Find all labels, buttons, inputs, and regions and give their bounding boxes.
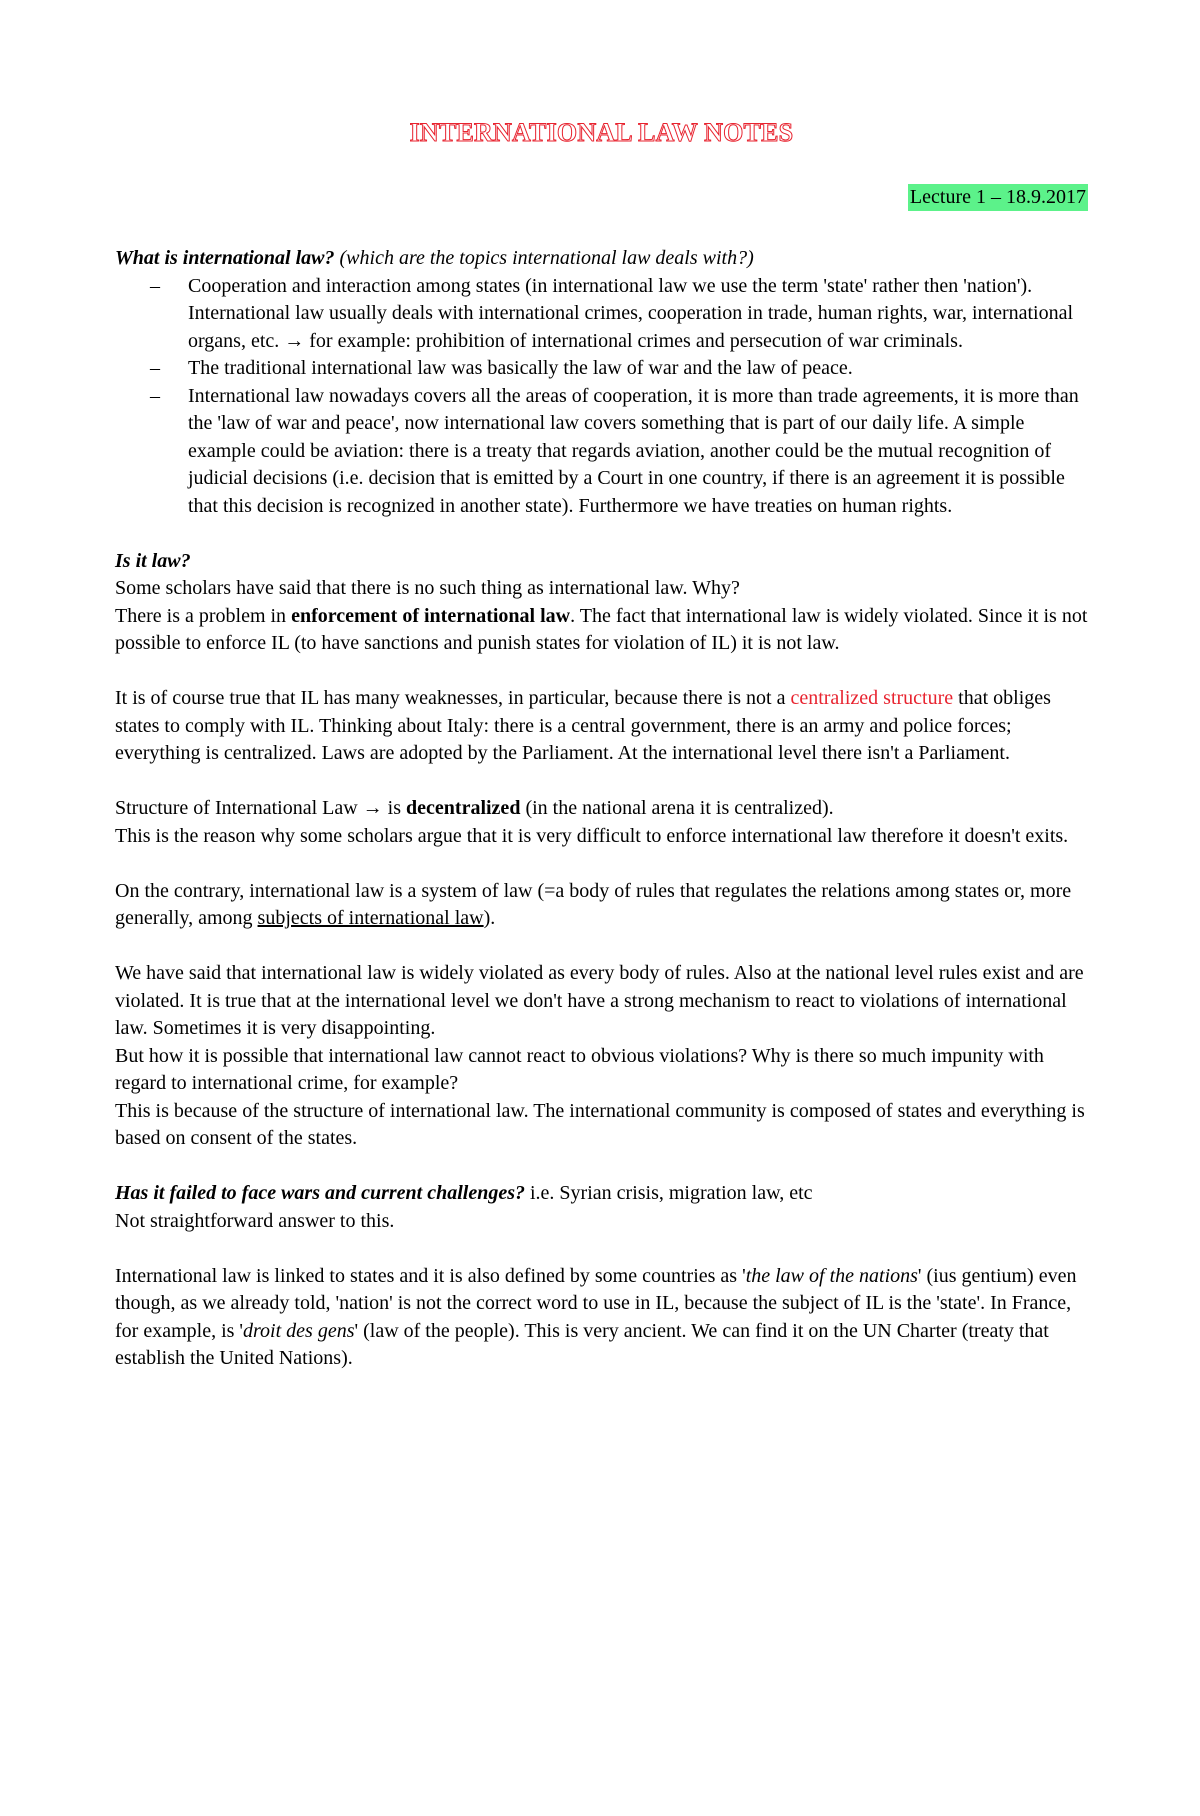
red-highlight-run: centralized structure (790, 687, 954, 709)
document-page (0, 118, 1200, 1816)
lecture-row (115, 184, 1088, 211)
text-run: (in the national arena it is centralized). (520, 797, 834, 819)
text-run: Structure of International Law → is (115, 797, 407, 819)
section-question-is-it-law (115, 548, 1088, 576)
paragraph: Not straightforward answer to this. (115, 1209, 395, 1232)
text-run: There is a problem in (115, 604, 292, 627)
underlined-run: subjects of international law (257, 907, 484, 929)
paragraph: This is because of the structure of international law. The international community is composed of states and everything is based on consent of the states. (115, 1099, 1085, 1149)
text-run: that obliges states to comply with IL. Thinking about Italy: there is a central government, there is an army and police forces; everything is centralized. Laws are adopted by the Parliament. At the international level there isn't a Parliament. (115, 687, 1051, 764)
paragraph: We have said that international law is widely violated as every body of rules. Also at the national level rules exist and are violated. It is true that at the international level we don't have a strong mechanism to react to violations of international law. Sometimes it is very disappointing. (115, 962, 1084, 1039)
section-question-has-it-failed (115, 1180, 1088, 1208)
document-title: INTERNATIONAL LAW NOTES (409, 118, 794, 147)
list-item: – Cooperation and interaction among states (in international law we use the term 'state' rather then 'nation'). International law usually deals with international crimes, cooperation in trade, human rights, war, international organs, etc. → for example: prohibition of international crimes and persecution of war criminals. (188, 273, 1088, 356)
italic-run: the law of the nations (745, 1264, 918, 1287)
italic-run: droit des gens (243, 1319, 355, 1342)
lecture-date-highlight: Lecture 1 – 18.9.2017 (908, 184, 1088, 211)
question-sub: (which are the topics international law deals with?) (334, 247, 754, 269)
text-run: ' (law of the people). This is very ancient. We can find it on the UN Charter (treaty that establish the United Nations). (115, 1319, 1049, 1369)
text-run: i.e. Syrian crisis, migration law, etc (525, 1182, 813, 1204)
bold-run: enforcement of international law (291, 604, 571, 627)
paragraph (115, 1263, 1088, 1373)
text-run: ' (ius gentium) even though, as we already told, 'nation' is not the correct word to use in IL, because the subject of IL is the 'state'. In France, for example, is ' (115, 1264, 1077, 1342)
text-run: International law is linked to states and it is also defined by some countries as ' (115, 1264, 746, 1287)
section-question-what-is-il (115, 245, 1088, 273)
text-run: ). (483, 907, 496, 929)
text-run: On the contrary, international law is a system of law (=a body of rules that regulates the relations among states or, more generally, among (115, 879, 1072, 929)
bullet-list (115, 273, 1088, 521)
bold-run: decentralized (406, 797, 521, 819)
paragraph: But how it is possible that international law cannot react to obvious violations? Why is there so much impunity with regard to international crime, for example? (115, 1044, 1044, 1094)
text-run: It is of course true that IL has many weaknesses, in particular, because there is not a (115, 687, 791, 709)
paragraph: Some scholars have said that there is no such thing as international law. Why? (115, 577, 740, 599)
question-bold: Is it law? (115, 549, 191, 572)
paragraph (115, 795, 1088, 823)
question-bold: Has it failed to face wars and current challenges? (115, 1182, 525, 1204)
paragraph (115, 878, 1088, 933)
question-bold: What is international law? (115, 247, 335, 269)
paragraph (115, 685, 1088, 768)
paragraph: This is the reason why some scholars argue that it is very difficult to enforce international law therefore it doesn't exits. (115, 824, 1069, 847)
text-run: . The fact that international law is widely violated. Since it is not possible to enforce IL (to have sanctions and punish states for violation of IL) it is not law. (115, 604, 1088, 654)
list-item: – International law nowadays covers all the areas of cooperation, it is more than trade agreements, it is more than the 'law of war and peace', now international law covers something that is part of our daily life. A simple example could be aviation: there is a treaty that regards aviation, another could be the mutual recognition of judicial decisions (i.e. decision that is emitted by a Court in one country, if there is an agreement it is possible that this decision is recognized in another state). Furthermore we have treaties on human rights. (188, 383, 1088, 521)
paragraph (115, 603, 1088, 658)
list-item: – The traditional international law was basically the law of war and the law of peace. (188, 355, 1088, 383)
